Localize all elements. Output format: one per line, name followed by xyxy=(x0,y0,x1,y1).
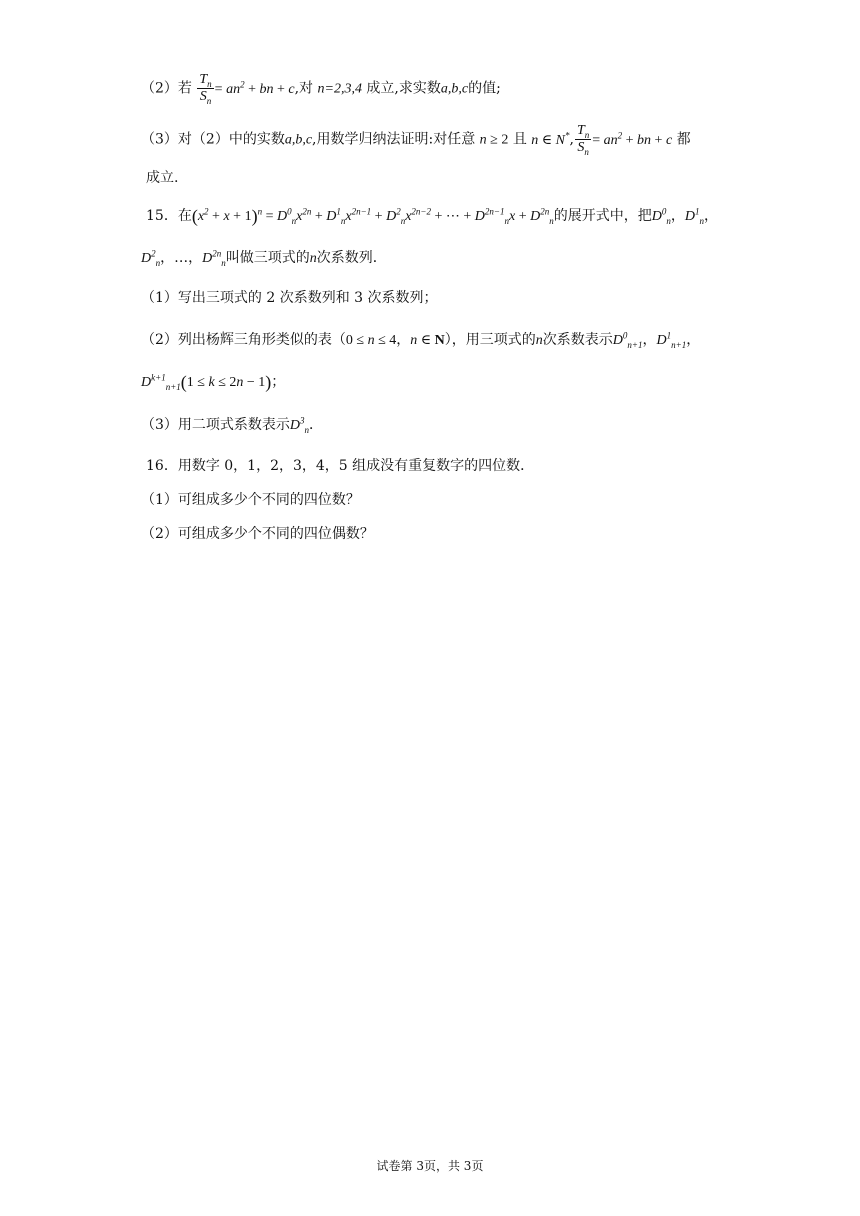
fraction-tn-over-sn-2: $\frac{T_n}{S_n}$ xyxy=(576,123,590,157)
q15-part2: （2）列出杨辉三角形类似的表（0 ≤ n ≤ 4，n ∈ N），用三项式的n次系数表示$D^0_{n+1}$，$D^1_{n+1}$， xyxy=(141,330,701,350)
q15-part3: （3）用二项式系数表示$D^3_n$． xyxy=(141,415,324,435)
q15-stem: 15．在$(x^2 + x + 1)^n = D^0_nx^{2n} + D^1_nx^{2n-1} + D^2_nx^{2n-2}$ + ⋯ + $D^{2n-1}_nx + D^{2n}_n$的展开式中，把$D^0_n$，$D^1_n$， xyxy=(146,206,718,226)
q16-stem: 16．用数字 0，1，2，3，4，5 组成没有重复数字的四位数． xyxy=(146,458,535,474)
formula-n-ge-2: n ≥ 2 xyxy=(479,132,509,148)
formula-trinomial-expansion: $(x^2 + x + 1)^n = D^0_nx^{2n} + D^1_nx^{2n-1} + D^2_nx^{2n-2}$ + ⋯ + $D^{2n-1}_nx + D^{2n}_n$ xyxy=(191,206,554,226)
q15-stem-line2: $D^2_n$，…，$D^{2n}_n$叫做三项式的n次系数列． xyxy=(141,248,387,268)
formula-n-in-N: n ∈ N* xyxy=(531,129,570,148)
q14-part3-cont: 成立. xyxy=(146,170,179,186)
q14-part2: （2）若 $\frac{T_n}{S_n}$ = $an^2$ + bn + c,对 n=2,3,4 成立,求实数a,b,c的值; xyxy=(141,72,501,106)
formula-quadratic: = $an^2$ + bn + c xyxy=(214,78,295,97)
q16-part2: （2）可组成多少个不同的四位偶数？ xyxy=(141,526,374,542)
fraction-tn-over-sn: $\frac{T_n}{S_n}$ xyxy=(199,72,212,106)
page-footer: 试卷第 3页，共 3页 xyxy=(376,1159,484,1173)
q15-part1: （1）写出三项式的 2 次系数列和 3 次系数列； xyxy=(141,290,438,306)
q14-part3: （3）对（2）中的实数a,b,c,用数学归纳法证明:对任意 n ≥ 2 且 n ∈ N*, $\frac{T_n}{S_n}$ = $an^2$ + bn + c 都 xyxy=(141,123,691,157)
q16-part1: （1）可组成多少个不同的四位数？ xyxy=(141,492,360,508)
q15-part2-line2: $D^{k+1}_{n+1}(1 \le k \le 2n - 1)$； xyxy=(141,372,286,392)
